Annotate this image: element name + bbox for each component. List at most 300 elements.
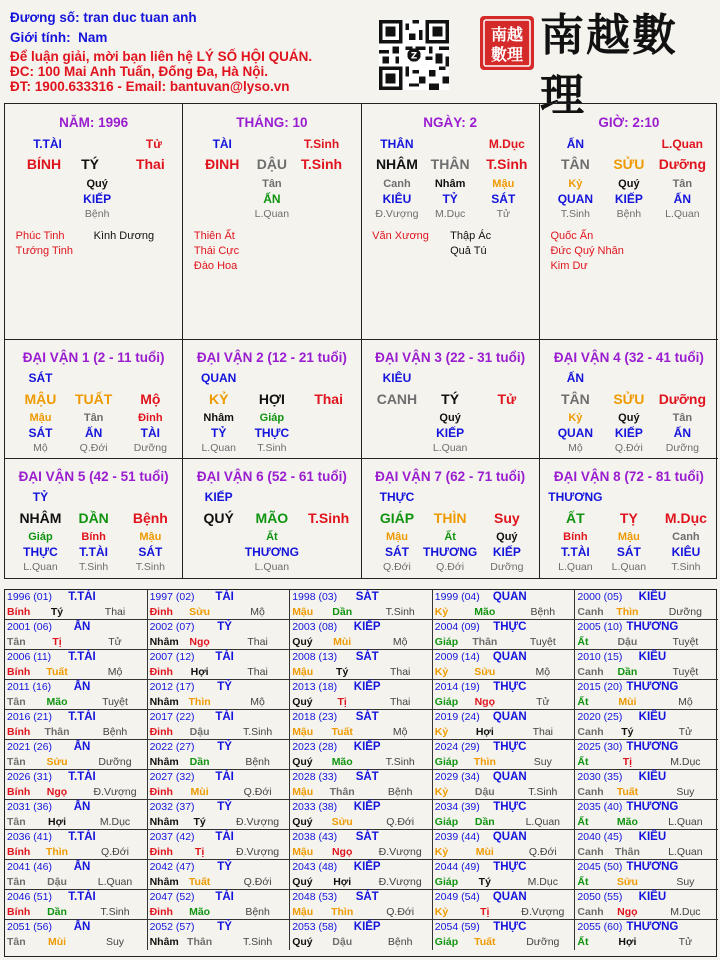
annual-ten-god: ẤN	[73, 861, 91, 873]
annual-ten-god: THƯƠNG	[626, 681, 679, 693]
pillar-phase: Tử	[496, 208, 511, 220]
luck-period-title: ĐẠI VẬN 5 (42 - 51 tuổi)	[18, 469, 169, 484]
annual-year-label: 2046 (51)	[7, 891, 52, 903]
luck-hidden-god: KIÊU	[671, 545, 701, 559]
annual-phase: Tuyệt	[102, 696, 128, 708]
annual-stem: Ất	[577, 876, 589, 888]
annual-phase: Đ.Vượng	[521, 906, 565, 918]
annual-stem: Mậu	[292, 906, 314, 918]
luck-period-cell	[362, 459, 540, 578]
annual-year-cell	[575, 740, 718, 770]
annual-branch: Mão	[616, 816, 638, 828]
annual-branch: Dậu	[189, 726, 210, 738]
annual-year-label: 2025 (30)	[577, 741, 623, 753]
luck-hidden-god: T.TÀI	[561, 545, 590, 559]
annual-year-cell	[433, 650, 576, 680]
annual-year-label: 2030 (35)	[577, 771, 623, 783]
luck-hidden-stem: Bính	[563, 531, 588, 543]
pillar-title: THÁNG: 10	[236, 115, 308, 130]
annual-phase: Đ.Vượng	[236, 846, 280, 858]
annual-year-cell	[575, 830, 718, 860]
annual-phase: Bệnh	[530, 606, 556, 618]
annual-year-label: 2055 (60)	[577, 921, 623, 933]
annual-year-label: 1997 (02)	[149, 591, 195, 603]
annual-year-cell	[290, 800, 433, 830]
pillar-ten-god: THÂN	[380, 137, 414, 151]
annual-branch: Mùi	[475, 846, 494, 858]
annual-year-label: 2001 (06)	[7, 621, 52, 633]
annual-year-cell	[433, 830, 576, 860]
annual-year-label: 2019 (24)	[434, 711, 480, 723]
annual-ten-god: KIẾP	[353, 681, 381, 693]
annual-stem: Tân	[7, 636, 26, 648]
annual-branch: Mùi	[190, 786, 209, 798]
annual-branch: Thân	[44, 726, 70, 738]
luck-period-cell	[540, 340, 718, 459]
annual-stem: Mậu	[292, 786, 314, 798]
annual-stem: Đinh	[149, 906, 173, 918]
annual-phase: Q.Đới	[528, 846, 557, 858]
annual-ten-god: KIẾP	[353, 621, 381, 633]
annual-year-cell	[148, 710, 291, 740]
pillar-hidden-god: KIẾP	[614, 192, 643, 206]
annual-year-label: 2006 (11)	[7, 651, 52, 663]
annual-year-label: 2013 (18)	[292, 681, 338, 693]
annual-stem: Mậu	[292, 666, 314, 678]
annual-year-label: 2054 (59)	[434, 921, 480, 933]
pillar-star: Tướng Tinh	[15, 245, 74, 257]
luck-stem-branch: TỴ	[619, 510, 638, 526]
pillar-stem-branch: Thai	[135, 156, 165, 172]
annual-stem: Ất	[577, 636, 589, 648]
annual-branch: Sửu	[474, 666, 496, 678]
annual-ten-god: TÀI	[215, 711, 234, 723]
annual-phase: Suy	[676, 876, 695, 888]
luck-hidden-god: KIẾP	[614, 426, 643, 440]
annual-year-cell	[5, 710, 148, 740]
annual-year-label: 2037 (42)	[149, 831, 195, 843]
annual-year-label: 2005 (10)	[577, 621, 623, 633]
annual-stem: Đinh	[149, 726, 173, 738]
luck-stem-branch: KỶ	[208, 391, 229, 407]
annual-branch: Dậu	[47, 876, 67, 888]
annual-stem: Bính	[7, 846, 31, 858]
annual-year-cell	[433, 920, 576, 950]
annual-branch: Tị	[194, 846, 205, 858]
annual-branch: Tị	[622, 756, 633, 768]
annual-year-cell	[148, 830, 291, 860]
annual-branch: Mùi	[333, 636, 352, 648]
luck-hidden-god: T.TÀI	[79, 545, 108, 559]
brand-logo: 南越數理	[540, 10, 678, 121]
annual-phase: Mộ	[250, 606, 265, 618]
annual-year-label: 2044 (49)	[434, 861, 480, 873]
annual-year-label: 2028 (33)	[292, 771, 338, 783]
annual-year-cell	[575, 800, 718, 830]
annual-stem: Giáp	[434, 816, 459, 828]
annual-stem: Canh	[577, 906, 604, 918]
annual-year-label: 2018 (23)	[292, 711, 338, 723]
luck-stem-branch: ẤT	[566, 510, 585, 526]
annual-year-cell	[148, 890, 291, 920]
annual-branch: Ngọ	[617, 906, 638, 918]
luck-hidden-god: SÁT	[384, 545, 409, 559]
annual-branch: Ngọ	[331, 846, 353, 858]
pillar-ten-god: TÀI	[212, 137, 232, 151]
annual-branch: Tị	[480, 906, 490, 918]
annual-ten-god: THỰC	[493, 801, 527, 813]
annual-phase: L.Quan	[97, 876, 133, 888]
annual-year-cell	[290, 860, 433, 890]
annual-stem: Quý	[292, 816, 313, 828]
annual-phase: Q.Đới	[386, 906, 415, 918]
svg-text:南越: 南越	[490, 25, 524, 44]
annual-year-label: 2008 (13)	[292, 651, 338, 663]
pillar-phase: M.Dục	[434, 208, 466, 220]
luck-hidden-stem: Mậu	[617, 531, 640, 543]
gender-line: Giới tính: Nam	[10, 30, 108, 45]
annual-stem: Nhâm	[149, 696, 179, 708]
luck-phase: T.Sinh	[79, 561, 109, 573]
annual-stem: Kỷ	[434, 606, 449, 618]
annual-branch: Mão	[46, 696, 68, 708]
pillar-stem-branch: THÂN	[430, 156, 470, 172]
annual-branch: Tý	[478, 876, 491, 888]
annual-year-cell	[290, 620, 433, 650]
annual-phase: Q.Đới	[386, 816, 415, 828]
annual-phase: Mộ	[392, 636, 408, 648]
annual-ten-god: SÁT	[355, 591, 379, 603]
qr-code-icon	[379, 20, 449, 90]
luck-hidden-god: SÁT	[616, 545, 641, 559]
luck-hidden-stem: Quý	[439, 412, 461, 424]
annual-ten-god: THƯƠNG	[626, 741, 679, 753]
pillar-star: Quả Tú	[450, 245, 487, 257]
annual-phase: Mộ	[535, 666, 551, 678]
luck-stem-branch: M.Dục	[664, 510, 707, 526]
luck-hidden-stem: Ất	[266, 531, 278, 543]
annual-year-cell	[5, 860, 148, 890]
annual-ten-god: KIẾP	[353, 741, 381, 753]
annual-stem: Quý	[292, 636, 313, 648]
annual-branch: Sửu	[46, 756, 68, 768]
annual-year-label: 2049 (54)	[434, 891, 480, 903]
pillar-hidden-god: SÁT	[491, 192, 516, 206]
annual-stem: Mậu	[292, 726, 314, 738]
annual-phase: L.Quan	[668, 816, 703, 828]
annual-year-cell	[290, 830, 433, 860]
annual-ten-god: KIẾP	[353, 861, 381, 873]
luck-stem-branch: QUÝ	[203, 510, 234, 526]
annual-stem: Mậu	[292, 846, 314, 858]
annual-branch: Ngọ	[46, 786, 68, 798]
annual-year-label: 2022 (27)	[149, 741, 195, 753]
pillar-hidden-god: TỶ	[442, 192, 458, 206]
annual-ten-god: THỰC	[493, 741, 527, 753]
luck-hidden-god: THƯƠNG	[423, 545, 478, 559]
annual-year-label: 2024 (29)	[434, 741, 480, 753]
annual-ten-god: QUAN	[492, 591, 527, 603]
annual-stem: Canh	[577, 846, 604, 858]
annual-year-cell	[575, 920, 718, 950]
annual-stem: Đinh	[149, 846, 173, 858]
annual-branch: Dần	[474, 816, 495, 828]
luck-stem-branch: SỬU	[613, 391, 645, 407]
annual-year-label: 2023 (28)	[292, 741, 338, 753]
address-line: ĐC: 100 Mai Anh Tuấn, Đống Đa, Hà Nội.	[10, 64, 269, 79]
pillar-cell	[5, 104, 183, 340]
luck-stem-branch: THÌN	[433, 510, 467, 526]
luck-hidden-stem: Mậu	[29, 412, 52, 424]
annual-phase: Tuyệt	[672, 666, 699, 678]
annual-year-cell	[433, 620, 576, 650]
luck-hidden-stem: Nhâm	[203, 412, 234, 424]
annual-branch: Mùi	[47, 936, 67, 948]
annual-branch: Tý	[193, 816, 206, 828]
phone-email-line: ĐT: 1900.633316 - Email: bantuvan@lyso.vn	[10, 79, 290, 94]
annual-ten-god: QUAN	[492, 711, 527, 723]
annual-year-label: 2017 (22)	[149, 711, 195, 723]
luck-phase: Mộ	[33, 442, 48, 454]
pillar-star: Đào Hoa	[193, 260, 238, 272]
annual-stem: Canh	[577, 726, 604, 738]
pillar-title: GIỜ: 2:10	[598, 115, 660, 130]
luck-stem-branch: GIÁP	[379, 510, 415, 526]
pillar-star: Quốc Ấn	[550, 230, 594, 242]
annual-year-label: 2026 (31)	[7, 771, 52, 783]
annual-ten-god: SÁT	[355, 711, 379, 723]
pillar-hidden-stem: Nhâm	[434, 178, 466, 190]
annual-stem: Tân	[7, 936, 26, 948]
luck-ten-god: QUAN	[201, 371, 237, 385]
luck-phase: T.Sinh	[257, 442, 287, 454]
luck-phase: Dưỡng	[133, 442, 167, 454]
luck-ten-god: KIÊU	[382, 371, 412, 385]
annual-year-label: 2045 (50)	[577, 861, 623, 873]
pillar-hidden-god: KIÊU	[382, 192, 412, 206]
luck-stem-branch: NHÂM	[19, 510, 62, 526]
annual-year-cell	[148, 860, 291, 890]
annual-branch: Tuất	[46, 666, 68, 678]
annual-year-label: 2043 (48)	[292, 861, 338, 873]
annual-branch: Tuất	[331, 726, 353, 738]
annual-branch: Tuất	[616, 786, 639, 798]
luck-phase: Dưỡng	[490, 561, 524, 573]
annual-ten-god: T.TÀI	[68, 831, 96, 843]
luck-stem-branch: T.Sinh	[307, 510, 350, 526]
annual-phase: Đ.Vượng	[378, 876, 422, 888]
annual-stem: Canh	[577, 666, 604, 678]
annual-branch: Thân	[187, 936, 213, 948]
annual-phase: Tử	[678, 936, 693, 948]
annual-phase: Thai	[389, 666, 411, 678]
annual-branch: Sửu	[189, 606, 211, 618]
annual-phase: Thai	[532, 726, 554, 738]
pillar-stem-branch: DẬU	[256, 156, 288, 172]
annual-phase: Mộ	[678, 696, 693, 708]
annual-ten-god: TỶ	[217, 681, 232, 693]
luck-period-title: ĐẠI VẬN 6 (52 - 61 tuổi)	[196, 469, 347, 484]
annual-stem: Bính	[7, 786, 31, 798]
annual-branch: Tuất	[474, 936, 496, 948]
pillar-stem-branch: BÍNH	[26, 156, 62, 172]
annual-branch: Mùi	[618, 696, 637, 708]
annual-year-label: 2020 (25)	[577, 711, 623, 723]
luck-phase: Mộ	[568, 442, 583, 454]
annual-year-cell	[575, 590, 718, 620]
annual-year-label: 2032 (37)	[149, 801, 195, 813]
luck-hidden-stem: Ất	[444, 531, 456, 543]
annual-branch: Tị	[52, 636, 62, 648]
annual-year-label: 2014 (19)	[434, 681, 480, 693]
annual-phase: Dưỡng	[668, 606, 702, 618]
annual-year-label: 2038 (43)	[292, 831, 338, 843]
annual-year-label: 2036 (41)	[7, 831, 52, 843]
annual-year-label: 2040 (45)	[577, 831, 623, 843]
annual-branch: Dần	[47, 906, 67, 918]
annual-year-label: 1998 (03)	[292, 591, 338, 603]
luck-period-cell	[5, 340, 183, 459]
annual-phase: Đ.Vượng	[93, 786, 137, 798]
luck-period-title: ĐẠI VẬN 1 (2 - 11 tuổi)	[22, 350, 165, 365]
pillar-stem-branch: TÝ	[81, 156, 100, 172]
annual-phase: Bệnh	[245, 756, 270, 768]
annual-year-label: 2035 (40)	[577, 801, 623, 813]
pillar-ten-god: Tử	[145, 137, 162, 151]
annual-branch: Thân	[614, 846, 640, 858]
annual-phase: Dưỡng	[98, 756, 132, 768]
luck-phase: Q.Đới	[382, 561, 411, 573]
annual-year-cell	[575, 680, 718, 710]
annual-branch: Thân	[329, 786, 355, 798]
annual-year-cell	[290, 680, 433, 710]
annual-ten-god: THỰC	[493, 921, 527, 933]
annual-branch: Dậu	[617, 636, 638, 648]
annual-ten-god: SÁT	[355, 651, 379, 663]
annual-phase: Bệnh	[102, 726, 128, 738]
annual-year-cell	[5, 920, 148, 950]
luck-hidden-stem: Kỷ	[568, 412, 583, 424]
luck-period-title: ĐẠI VẬN 2 (12 - 21 tuổi)	[196, 350, 347, 365]
annual-ten-god: THƯƠNG	[626, 861, 679, 873]
annual-ten-god: KIÊU	[638, 711, 667, 723]
luck-hidden-god: KIẾP	[492, 545, 521, 559]
pillar-stem-branch: Dưỡng	[658, 156, 706, 172]
annual-phase: T.Sinh	[100, 906, 130, 918]
annual-year-label: 2021 (26)	[7, 741, 52, 753]
annual-phase: T.Sinh	[385, 756, 415, 768]
annual-year-cell	[148, 650, 291, 680]
luck-phase: L.Quan	[254, 561, 290, 573]
annual-year-cell	[5, 830, 148, 860]
pillar-hidden-stem: Quý	[618, 178, 640, 190]
luck-hidden-stem: Giáp	[28, 531, 53, 543]
luck-phase: T.Sinh	[671, 561, 701, 573]
annual-year-cell	[575, 620, 718, 650]
annual-year-cell	[148, 770, 291, 800]
annual-ten-god: TÀI	[215, 831, 234, 843]
luck-phase: Q.Đới	[614, 442, 643, 454]
annual-phase: Tử	[678, 726, 693, 738]
pillar-stem-branch: SỬU	[613, 156, 645, 172]
annual-year-label: 2042 (47)	[149, 861, 195, 873]
annual-year-label: 2027 (32)	[149, 771, 195, 783]
annual-stem: Giáp	[434, 756, 459, 768]
annual-ten-god: TÀI	[215, 771, 234, 783]
annual-ten-god: T.TÀI	[68, 651, 96, 663]
annual-stem: Bính	[7, 906, 31, 918]
luck-period-title: ĐẠI VẬN 3 (22 - 31 tuổi)	[375, 350, 526, 365]
annual-ten-god: T.TÀI	[68, 711, 96, 723]
annual-year-cell	[5, 680, 148, 710]
annual-ten-god: THƯƠNG	[626, 801, 679, 813]
annual-branch: Dậu	[474, 786, 495, 798]
luck-hidden-stem: Bính	[81, 531, 106, 543]
luck-phase: L.Quan	[611, 561, 647, 573]
annual-branch: Tý	[50, 606, 64, 618]
annual-stem: Kỷ	[434, 786, 449, 798]
luck-stem-branch: HỢI	[258, 391, 285, 407]
annual-year-cell	[433, 590, 576, 620]
luck-period-cell	[362, 340, 540, 459]
annual-branch: Hợi	[475, 726, 494, 738]
annual-year-cell	[5, 590, 148, 620]
luck-hidden-stem: Mậu	[385, 531, 408, 543]
annual-phase: Q.Đới	[243, 876, 272, 888]
annual-phase: Thai	[389, 696, 411, 708]
annual-phase: Suy	[676, 786, 695, 798]
annual-year-label: 2052 (57)	[149, 921, 195, 933]
annual-branch: Sửu	[616, 876, 638, 888]
pillar-hidden-stem: Tân	[262, 178, 282, 190]
annual-branch: Mão	[474, 606, 496, 618]
annual-stem: Đinh	[149, 666, 173, 678]
annual-ten-god: ẤN	[73, 681, 91, 693]
annual-stem: Đinh	[149, 606, 173, 618]
annual-phase: Bệnh	[245, 906, 270, 918]
pillar-star: Đức Quý Nhân	[550, 245, 624, 257]
annual-phase: M.Dục	[670, 906, 701, 918]
luck-period-title: ĐẠI VẬN 7 (62 - 71 tuổi)	[375, 469, 526, 484]
luck-ten-god: THỰC	[379, 490, 415, 504]
annual-year-cell	[433, 770, 576, 800]
annual-stem: Quý	[292, 936, 313, 948]
annual-stem: Giáp	[434, 876, 459, 888]
luck-stem-branch: DẦN	[78, 510, 109, 526]
annual-year-label: 2031 (36)	[7, 801, 52, 813]
annual-phase: Q.Đới	[243, 786, 272, 798]
annual-year-label: 2004 (09)	[434, 621, 480, 633]
annual-phase: Thai	[247, 636, 268, 648]
annual-phase: Đ.Vượng	[378, 846, 422, 858]
annual-year-cell	[290, 920, 433, 950]
annual-year-cell	[290, 770, 433, 800]
annual-year-label: 2051 (56)	[7, 921, 52, 933]
annual-branch: Tý	[621, 726, 634, 738]
luck-hidden-god: SÁT	[138, 545, 163, 559]
annual-branch: Mão	[331, 756, 353, 768]
pillar-ten-god: T.Sinh	[303, 137, 340, 151]
annual-year-label: 2009 (14)	[434, 651, 480, 663]
annual-ten-god: SÁT	[355, 831, 379, 843]
annual-ten-god: T.TÀI	[68, 891, 96, 903]
pillar-hidden-god: KIẾP	[83, 192, 112, 206]
annual-stem: Tân	[7, 696, 26, 708]
luck-stem-branch: Mộ	[140, 391, 161, 407]
luck-period-cell	[183, 459, 361, 578]
luck-stem-branch: TÝ	[441, 391, 460, 407]
pillar-star: Thiên Ất	[193, 230, 235, 242]
